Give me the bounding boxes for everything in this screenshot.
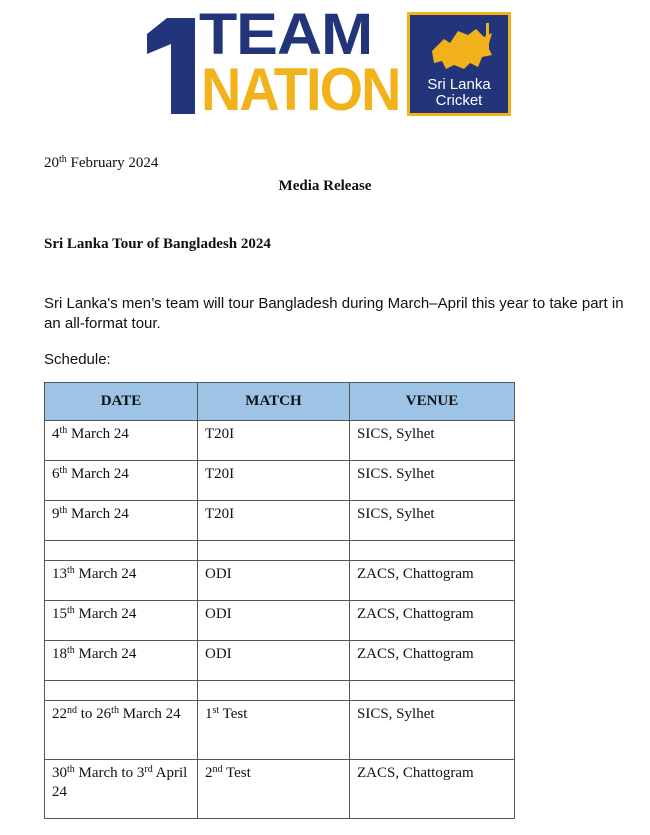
lion-emblem-icon bbox=[428, 21, 496, 73]
cell-match: 2nd Test bbox=[198, 760, 350, 819]
cell-match: T20I bbox=[198, 421, 350, 461]
table-spacer-row bbox=[45, 681, 515, 701]
cell-date: 15th March 24 bbox=[45, 601, 198, 641]
cell-match: ODI bbox=[198, 601, 350, 641]
cell-date: 13th March 24 bbox=[45, 561, 198, 601]
cell-date: 18th March 24 bbox=[45, 641, 198, 681]
table-row bbox=[45, 701, 515, 760]
cell-venue: ZACS, Chattogram bbox=[350, 561, 515, 601]
badge-text-cricket: Cricket bbox=[435, 92, 483, 109]
table-spacer-row bbox=[45, 541, 515, 561]
header-venue: VENUE bbox=[350, 383, 515, 421]
cell-match: T20I bbox=[198, 501, 350, 541]
table-row bbox=[45, 601, 515, 641]
table-row bbox=[45, 641, 515, 681]
table-row bbox=[45, 561, 515, 601]
header-date: DATE bbox=[45, 383, 198, 421]
cell-venue: ZACS, Chattogram bbox=[350, 641, 515, 681]
cell-date: 22nd to 26th March 24 bbox=[45, 701, 198, 760]
cell-date: 9th March 24 bbox=[45, 501, 198, 541]
cell-match: ODI bbox=[198, 641, 350, 681]
table-row bbox=[45, 501, 515, 541]
cell-venue: SICS. Sylhet bbox=[350, 461, 515, 501]
cell-venue: ZACS, Chattogram bbox=[350, 601, 515, 641]
cell-venue: ZACS, Chattogram bbox=[350, 760, 515, 819]
cell-venue: SICS, Sylhet bbox=[350, 421, 515, 461]
number-one-logo-mark bbox=[145, 14, 197, 118]
schedule-label: Schedule: bbox=[44, 351, 111, 368]
tour-heading: Sri Lanka Tour of Bangladesh 2024 bbox=[44, 236, 271, 252]
cell-match: ODI bbox=[198, 561, 350, 601]
cell-date: 4th March 24 bbox=[45, 421, 198, 461]
logo-text-team: TEAM bbox=[199, 2, 373, 67]
cell-venue: SICS, Sylhet bbox=[350, 701, 515, 760]
table-row bbox=[45, 760, 515, 819]
cell-date: 30th March to 3rd April 24 bbox=[45, 760, 198, 819]
release-title: Media Release bbox=[278, 178, 372, 194]
cell-venue: SICS, Sylhet bbox=[350, 501, 515, 541]
logo-text-nation: NATION bbox=[201, 56, 400, 123]
cell-date: 6th March 24 bbox=[45, 461, 198, 501]
cell-match: T20I bbox=[198, 461, 350, 501]
sri-lanka-cricket-badge bbox=[407, 12, 511, 116]
table-row bbox=[45, 421, 515, 461]
badge-text-sri-lanka: Sri Lanka bbox=[427, 76, 491, 93]
team-nation-logo bbox=[145, 2, 515, 123]
table-row bbox=[45, 461, 515, 501]
table-header-row bbox=[45, 383, 515, 421]
release-date: 20th February 2024 bbox=[44, 154, 159, 171]
schedule-table bbox=[44, 382, 515, 819]
intro-paragraph: Sri Lanka's men’s team will tour Bangladesh during March–April this year to take part in an all-format tour. bbox=[44, 295, 624, 332]
header-match: MATCH bbox=[198, 383, 350, 421]
cell-match: 1st Test bbox=[198, 701, 350, 760]
